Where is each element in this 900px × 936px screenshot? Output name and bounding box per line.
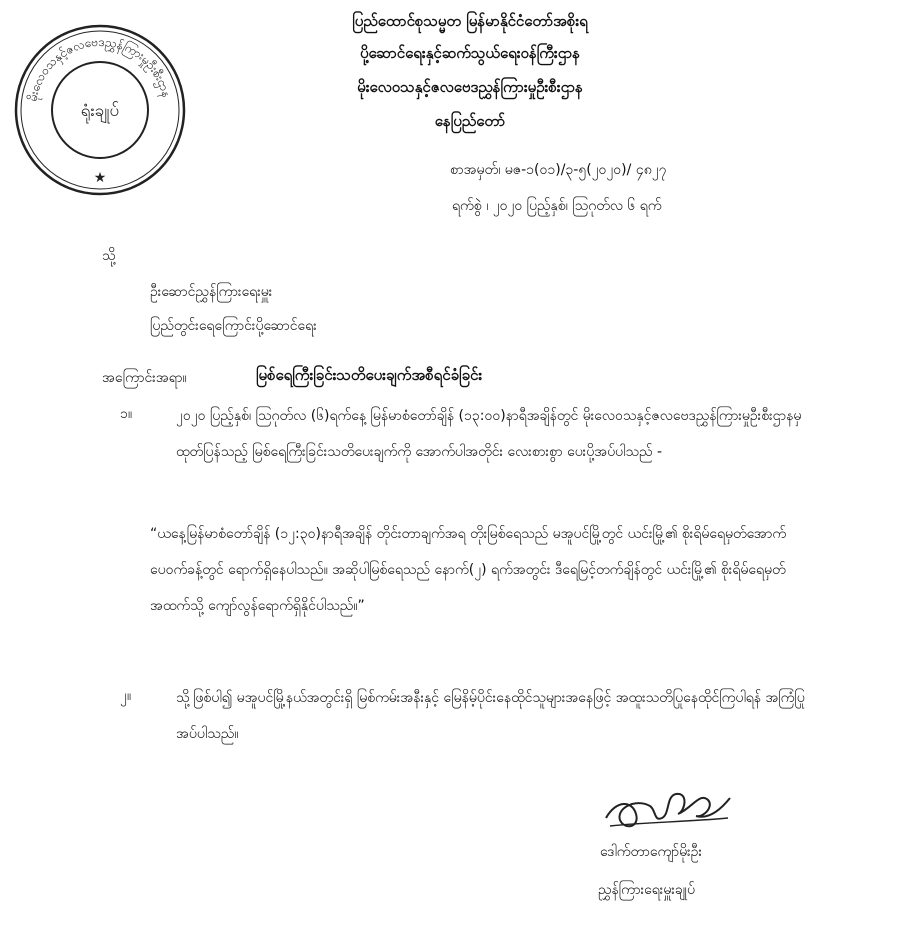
warning-quote: “ယနေ့မြန်မာစံတော်ချိန် (၁၂:၃၀)နာရီအချိန် တိုင်းတာချက်အရ တိုးမြစ်ရေသည် မအူပင်မြို့တွင် ယင်းမြို့၏ စိုးရိမ်ရေမှတ်အောက် ပေ၀က်ခန့်တွင် ရောက်ရှိနေပါသည်။ အဆိုပါမြစ်ရေသည် နောက်(၂) ရက်အတွင်း ဒီရေမြင့်တက်ချိန်တွင် ယင်းမြို့၏ စိုးရိမ်ရေမှတ်အထက်သို့ ကျော်လွန်ရောက်ရှိနိုင်ပါသည်။” bbox=[150, 526, 787, 614]
header-government: ပြည်ထောင်စုသမ္မတ မြန်မာနိုင်ငံတော်အစိုးရ bbox=[352, 12, 588, 30]
header-city: နေပြည်တော် bbox=[434, 112, 506, 130]
to-label: သို့ bbox=[102, 248, 116, 264]
recipient-department: ပြည်တွင်းရေကြောင်းပို့ဆောင်ရေး bbox=[150, 318, 317, 334]
para1-text: ၂၀၂၀ ပြည့်နှစ်၊ ဩဂုတ်လ (၆)ရက်နေ့ မြန်မာစံတော်ချိန် (၁၃:၀၀)နာရီအချိန်တွင် မိုးလေဝသနှင့်ဇလဗေဒညွှန်ကြားမှုဦးစီးဌာနမှ ထုတ်ပြန်သည့် မြစ်ရေကြီးခြင်းသတိပေးချက်ကို အောက်ပါအတိုင်း လေးစားစွာ ပေးပို့အပ်ပါသည် - bbox=[176, 408, 802, 460]
para2-text: သို့ဖြစ်ပါ၍ မအူပင်မြို့နယ်အတွင်းရှိ မြစ်ကမ်းအနီးနှင့် မြေနိမ့်ပိုင်းနေထိုင်သူများအနေဖြင့် အထူးသတိပြုနေထိုင်ကြပါရန် အကြံပြုအပ်ပါသည်။ bbox=[176, 690, 805, 742]
signatory-name: ဒေါက်တာကျော်မိုးဦး bbox=[600, 844, 703, 860]
signatory-title: ညွှန်ကြားရေးမှူးချုပ် bbox=[598, 882, 695, 898]
subject-label: အကြောင်းအရာ။ bbox=[102, 370, 187, 386]
svg-text:★: ★ bbox=[93, 170, 107, 186]
header-ministry: ပို့ဆောင်ရေးနှင့်ဆက်သွယ်ရေးဝန်ကြီးဌာန bbox=[360, 44, 580, 62]
para1-number: ၁။ bbox=[120, 406, 133, 422]
subject-text: မြစ်ရေကြီးခြင်းသတိပေးချက်အစီရင်ခံခြင်း bbox=[256, 366, 483, 384]
svg-text:မိုးလေဝသနှင့်ဇလဗေဒညွှန်ကြားမှု: မိုးလေဝသနှင့်ဇလဗေဒညွှန်ကြားမှုဦးစီးဌာန bbox=[25, 34, 174, 103]
office-seal bbox=[10, 20, 190, 200]
recipient-title: ဦးဆောင်ညွှန်ကြားရေးမှူး bbox=[150, 284, 273, 300]
para2-number: ၂။ bbox=[120, 688, 132, 704]
header-department: မိုးလေဝသနှင့်ဇလဗေဒညွှန်ကြားမှုဦးစီးဌာန bbox=[357, 78, 583, 96]
letter-date: ရက်စွဲ ၊ ၂၀၂၀ ပြည့်နှစ်၊ ဩဂုတ်လ ၆ ရက် bbox=[452, 198, 662, 214]
svg-text:ရုံးချုပ်: ရုံးချုပ် bbox=[80, 101, 120, 121]
reference-number: စာအမှတ်၊ မဇ-၁(၀၁)/၃-၅(၂၀၂၀)/ ၄၈၂၇ bbox=[450, 162, 667, 178]
handwritten-signature bbox=[596, 778, 736, 836]
